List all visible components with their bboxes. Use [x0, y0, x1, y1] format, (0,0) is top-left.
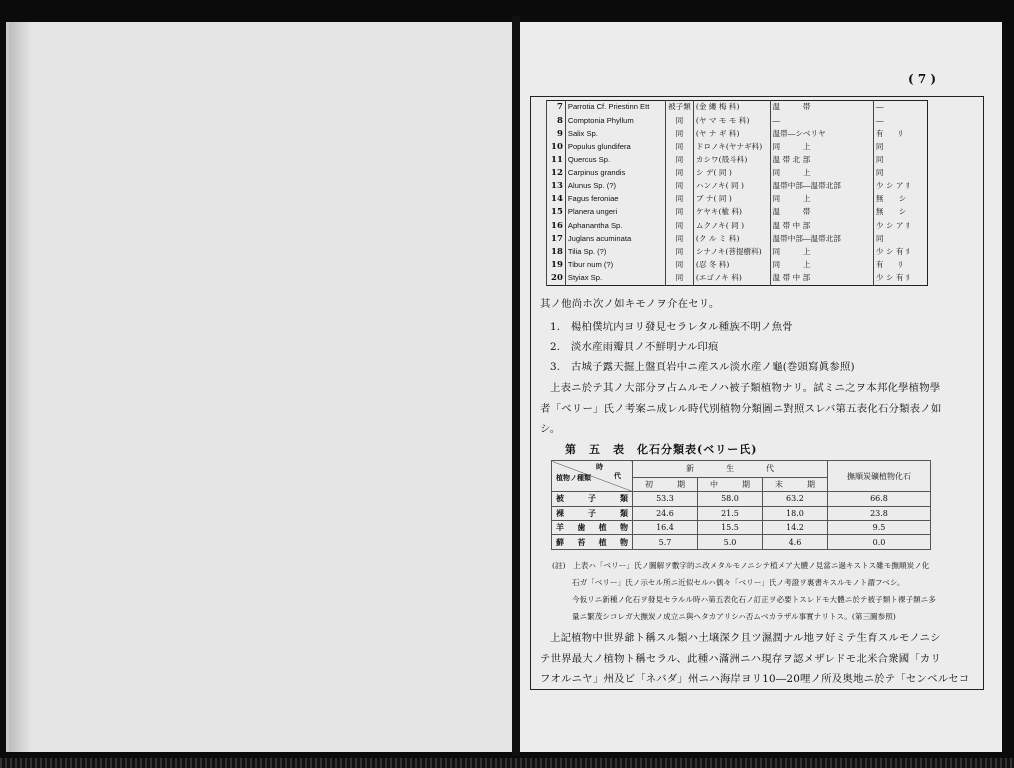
table-row	[547, 232, 928, 245]
cell-sci: Parrotia Cf. Priestinn Ett	[565, 101, 665, 115]
cell-dist: 温 帯 中 部	[770, 219, 873, 232]
table-row	[547, 245, 928, 258]
note-line-3: 今仮リニ新種ノ化石ヲ發見セラルル時ハ第五表化石ノ訂正ヲ必要トスレドモ大體ニ於テ被子類ト裸子類ニ多	[572, 595, 936, 604]
value-cell: 4.6	[762, 535, 827, 550]
cell-sci: Quercus Sp.	[565, 154, 665, 167]
list-item-1: 1. 楊柏僕坑内ヨリ發見セラレタル種族不明ノ魚骨	[550, 321, 793, 333]
cell-cls: 同	[666, 219, 694, 232]
value-cell: 58.0	[697, 492, 762, 506]
cell-cls: 同	[666, 259, 694, 272]
value-cell: 5.7	[633, 535, 698, 550]
cell-sci: Carpinus grandis	[565, 167, 665, 180]
cell-fam: (金 縷 梅 科)	[693, 101, 770, 115]
cell-fam: ドロノキ(ヤナギ科)	[693, 140, 770, 153]
list-item-3: 3. 古城子露天掘上盤頁岩中ニ産スル淡水産ノ龜(巻頭寫眞参照)	[550, 361, 855, 373]
cell-cls: 同	[666, 114, 694, 127]
cell-dist: 温 帯 北 部	[770, 154, 873, 167]
cell-cls: 同	[666, 232, 694, 245]
cell-no: 9	[547, 127, 566, 140]
cell-sci: Juglans acuminata	[565, 232, 665, 245]
plant-type: 裸子類	[552, 506, 633, 520]
value-cell: 53.3	[633, 492, 698, 506]
value-cell: 66.8	[827, 492, 930, 506]
cell-dist: ―	[770, 114, 873, 127]
cell-dist: 温 帯 中 部	[770, 272, 873, 286]
table-row	[547, 140, 928, 153]
cell-sci: Aphanantha Sp.	[565, 219, 665, 232]
table-row	[547, 272, 928, 286]
cell-rel: 少 シ 有 ﾘ	[873, 245, 927, 258]
fossil-species-table	[546, 100, 928, 286]
cell-fam: (ク ル ミ 科)	[693, 232, 770, 245]
cell-no: 19	[547, 259, 566, 272]
cell-cls: 被子類	[666, 101, 694, 115]
cell-fam: (ヤ マ モ モ 科)	[693, 114, 770, 127]
paragraph-line-3: シ。	[540, 423, 561, 435]
cell-cls: 同	[666, 193, 694, 206]
cell-dist: 温帯中部―温帯北部	[770, 180, 873, 193]
cell-no: 15	[547, 206, 566, 219]
cell-fam: (ヤ ナ ギ 科)	[693, 127, 770, 140]
cell-rel: 有 ﾘ	[873, 259, 927, 272]
cell-rel: 同	[873, 232, 927, 245]
cell-cls: 同	[666, 127, 694, 140]
book-gutter	[512, 16, 520, 756]
scan-noise-strip	[0, 758, 1014, 768]
table-row	[547, 167, 928, 180]
cell-rel: 同	[873, 167, 927, 180]
closing-line-1: 上記植物中世界爺ト稱スル類ハ土壌深ク且ツ濕潤ナル地ヲ好ミテ生育スルモノニシ	[550, 632, 941, 644]
closing-line-2: テ世界最大ノ植物ト稱セラル、此種ハ滿洲ニハ現存ヲ認メザレドモ北米合衆國「カリ	[540, 653, 942, 665]
cell-rel: 少 シ ア ﾘ	[873, 180, 927, 193]
cell-cls: 同	[666, 167, 694, 180]
cell-rel: 同	[873, 154, 927, 167]
cell-cls: 同	[666, 154, 694, 167]
paragraph-line-2: 者「ベリー」氏ノ考案ニ成レル時代別植物分類圖ニ對照スレバ第五表化石分類表ノ如	[540, 403, 942, 415]
table-row	[547, 101, 928, 115]
cell-no: 12	[547, 167, 566, 180]
cell-cls: 同	[666, 272, 694, 286]
value-cell: 23.8	[827, 506, 930, 520]
cell-sci: Planera ungeri	[565, 206, 665, 219]
text-line-1: 其ノ他尚ホ次ノ如キモノヲ介在セリ。	[540, 298, 720, 310]
late-period: 末 期	[762, 477, 827, 491]
early-period: 初 期	[633, 477, 698, 491]
table-row	[552, 492, 931, 506]
cell-cls: 同	[666, 140, 694, 153]
value-cell: 63.2	[762, 492, 827, 506]
cell-no: 10	[547, 140, 566, 153]
cell-sci: Comptonia Phyllum	[565, 114, 665, 127]
cell-cls: 同	[666, 180, 694, 193]
table-row	[552, 521, 931, 535]
era-header: 新 生 代	[633, 461, 828, 478]
cell-dist: 温 帯	[770, 101, 873, 115]
plant-type: 羊歯植物	[552, 521, 633, 535]
value-cell: 16.4	[633, 521, 698, 535]
cell-no: 13	[547, 180, 566, 193]
value-cell: 9.5	[827, 521, 930, 535]
plant-type: 被子類	[552, 492, 633, 506]
cell-rel: ―	[873, 101, 927, 115]
table-row	[552, 535, 931, 550]
value-cell: 24.6	[633, 506, 698, 520]
value-cell: 5.0	[697, 535, 762, 550]
left-page-blank	[6, 22, 515, 752]
value-cell: 15.5	[697, 521, 762, 535]
cell-sci: Salix Sp.	[565, 127, 665, 140]
cell-no: 14	[547, 193, 566, 206]
paragraph-line-1: 上表ニ於テ其ノ大部分ヲ占ムルモノハ被子類植物ナリ。試ミニ之ヲ本邦化學植物學	[550, 382, 941, 394]
cell-no: 17	[547, 232, 566, 245]
cell-fam: ケヤキ(楡 科)	[693, 206, 770, 219]
cell-no: 7	[547, 101, 566, 115]
table-row	[547, 180, 928, 193]
table5-caption: 第 五 表 化石分類表(ベリー氏)	[565, 443, 758, 456]
corner-generation: 代	[614, 471, 621, 480]
cell-rel: 少 シ ア ﾘ	[873, 219, 927, 232]
cell-fam: ブ ナ( 同 )	[693, 193, 770, 206]
cell-sci: Tibur num (?)	[565, 259, 665, 272]
table5-corner-header	[552, 461, 633, 492]
table-row	[552, 506, 931, 520]
cell-rel: ―	[873, 114, 927, 127]
value-cell: 21.5	[697, 506, 762, 520]
cell-dist: 同 上	[770, 259, 873, 272]
middle-period: 中 期	[697, 477, 762, 491]
value-cell: 0.0	[827, 535, 930, 550]
cell-sci: Fagus feroniae	[565, 193, 665, 206]
cell-rel: 有 ﾘ	[873, 127, 927, 140]
cell-rel: 少 シ 有 ﾘ	[873, 272, 927, 286]
value-cell: 18.0	[762, 506, 827, 520]
cell-sci: Styiax Sp.	[565, 272, 665, 286]
page-number: ( 7 )	[908, 72, 937, 86]
cell-cls: 同	[666, 245, 694, 258]
cell-rel: 無 シ	[873, 206, 927, 219]
cell-fam: ハンノキ( 同 )	[693, 180, 770, 193]
fossil-classification-table	[551, 460, 931, 550]
left-page-edge	[9, 22, 31, 752]
cell-sci: Tilia Sp. (?)	[565, 245, 665, 258]
table-row	[547, 259, 928, 272]
corner-time: 時	[596, 462, 603, 471]
table-row	[547, 193, 928, 206]
table-row	[547, 154, 928, 167]
cell-sci: Populus glundifera	[565, 140, 665, 153]
cell-fam: ムクノキ( 同 )	[693, 219, 770, 232]
cell-cls: 同	[666, 206, 694, 219]
cell-fam: (忍 冬 科)	[693, 259, 770, 272]
cell-dist: 同 上	[770, 140, 873, 153]
cell-fam: シ デ( 同 )	[693, 167, 770, 180]
cell-fam: シナノキ(菩提樹科)	[693, 245, 770, 258]
cell-rel: 同	[873, 140, 927, 153]
list-item-2: 2. 淡水産雨瓣貝ノ不鮮明ナル印痕	[550, 341, 719, 353]
cell-fam: カシワ(殻斗科)	[693, 154, 770, 167]
note-line-1: (註) 上表ハ「ベリー」氏ノ圖解ヲ數字的ニ改メタルモノニシテ植メア大體ノ見當ニ過キストス雖モ撫順炭ノ化	[552, 561, 930, 570]
plant-type: 蘚苔植物	[552, 535, 633, 550]
cell-no: 16	[547, 219, 566, 232]
note-line-4: 量ニ繁茂シコレガ大撫炭ノ成立ニ與ヘタカアリシハ否ムベカラザル事實ナリトス。(第三圖参照)	[572, 612, 896, 621]
corner-plant-type: 植物ノ種類	[556, 473, 591, 482]
cell-no: 18	[547, 245, 566, 258]
table-row	[547, 219, 928, 232]
table-row	[547, 114, 928, 127]
cell-no: 8	[547, 114, 566, 127]
cell-dist: 同 上	[770, 193, 873, 206]
note-line-2: 石ガ「ベリー」氏ノ示セル所ニ近似セルハ偶々「ベリー」氏ノ考證ヲ裏書キスルモノト謂フベシ。	[572, 578, 905, 587]
cell-dist: 温 帯	[770, 206, 873, 219]
table-row	[547, 206, 928, 219]
cell-dist: 温帯―シベリヤ	[770, 127, 873, 140]
cell-no: 20	[547, 272, 566, 286]
cell-no: 11	[547, 154, 566, 167]
cell-dist: 同 上	[770, 245, 873, 258]
value-cell: 14.2	[762, 521, 827, 535]
table-row	[547, 127, 928, 140]
cell-fam: (エゴノキ 科)	[693, 272, 770, 286]
cell-sci: Alunus Sp. (?)	[565, 180, 665, 193]
fossil-header: 撫順炭礦植物化石	[827, 461, 930, 492]
cell-rel: 無 シ	[873, 193, 927, 206]
cell-dist: 温帯中部―温帯北部	[770, 232, 873, 245]
closing-line-3: フオルニヤ」州及ビ「ネバダ」州ニハ海岸ヨリ10―20哩ノ所及奥地ニ於テ「センベルセコ	[540, 673, 970, 685]
cell-dist: 同 上	[770, 167, 873, 180]
